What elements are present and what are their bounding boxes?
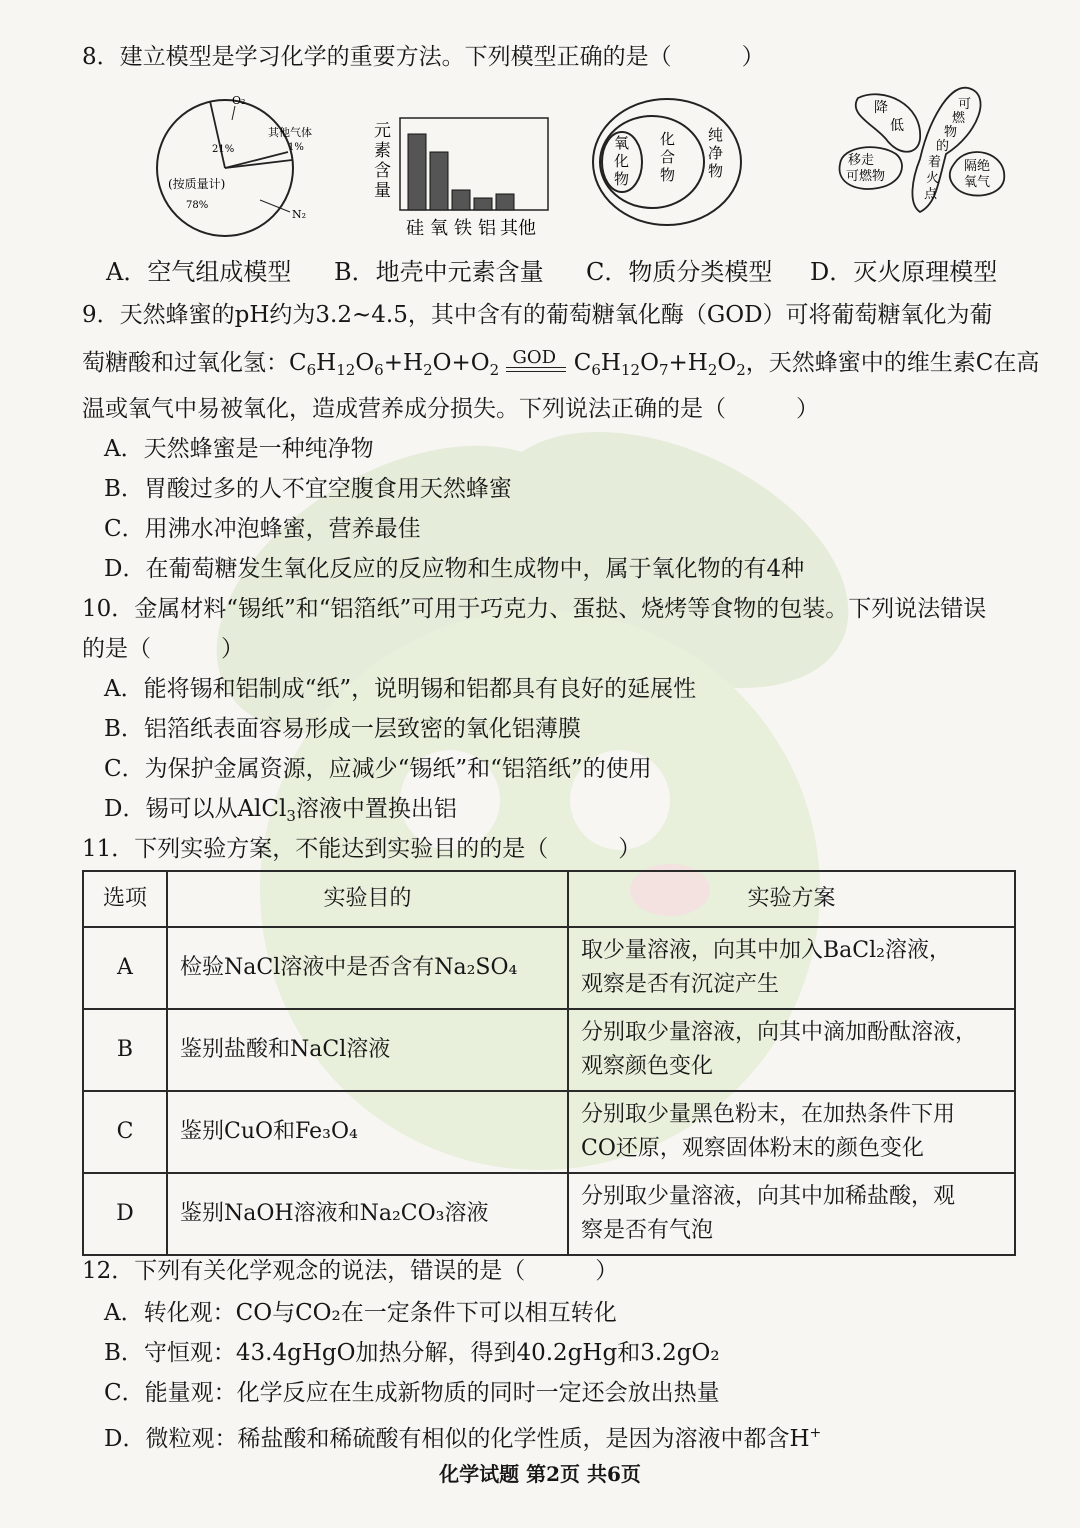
top-right-label-2: 燃 (952, 111, 966, 126)
o2-leader (232, 106, 235, 120)
bar-other (496, 194, 514, 210)
mass-note: (按质量计) (168, 177, 226, 191)
header-plan: 实验方案 (568, 871, 1015, 927)
q8-option-b[interactable]: B．地壳中元素含量 (334, 258, 544, 286)
outer-label-3: 物 (708, 162, 724, 180)
row-goal: 鉴别CuO和Fe₃O₄ (167, 1091, 568, 1173)
q8-stem: 8．建立模型是学习化学的重要方法。下列模型正确的是（ ） (82, 44, 765, 70)
reaction-arrow: GOD (506, 349, 566, 379)
top-right-label-4: 的 (936, 139, 950, 154)
middle-label-3: 物 (660, 166, 676, 184)
ylabel-3: 含 (374, 161, 391, 181)
middle-label-2: 合 (660, 148, 676, 166)
right-leaf-label-1: 隔绝 (964, 159, 991, 174)
inner-label-2: 化 (614, 152, 630, 170)
q10-option-a[interactable]: A．能将锡和铝制成“纸”，说明锡和铝都具有良好的延展性 (104, 676, 697, 702)
ylabel-2: 素 (374, 141, 391, 161)
q12-stem: 12．下列有关化学观念的说法，错误的是（ ） (82, 1258, 619, 1284)
top-right-label-6: 火 (926, 171, 940, 186)
q10-option-d[interactable]: D．锡可以从AlCl$_3$溶液中置换出铝 (104, 796, 457, 825)
table-row[interactable] (83, 1091, 1015, 1173)
q9-line-3: 温或氧气中易被氧化，造成营养成分损失。下列说法正确的是（ ） (82, 396, 819, 422)
outer-label-1: 纯 (708, 126, 724, 144)
header-goal: 实验目的 (167, 871, 568, 927)
bar-oxygen (430, 152, 448, 210)
row-plan: 分别取少量溶液，向其中加稀盐酸，观 察是否有气泡 (568, 1173, 1015, 1255)
q10-line-2: 的是（ ） (82, 636, 244, 662)
header-option: 选项 (83, 871, 167, 927)
q10-option-b[interactable]: B．铝箔纸表面容易形成一层致密的氧化铝薄膜 (104, 716, 581, 742)
other-label: 其他气体 (268, 126, 312, 139)
q9-line-1: 9．天然蜂蜜的pH约为3.2~4.5，其中含有的葡萄糖氧化酶（GOD）可将葡萄糖氧化为葡 (82, 302, 993, 328)
pct78-label: 78% (186, 200, 209, 211)
q10-line-1: 10．金属材料“锡纸”和“铝箔纸”可用于巧克力、蛋挞、烧烤等食物的包装。下列说法错误 (82, 596, 987, 622)
fire-extinguishing-diagram (828, 84, 1018, 224)
middle-label-1: 化 (660, 130, 676, 148)
row-plan: 取少量溶液，向其中加入BaCl₂溶液， 观察是否有沉淀产生 (568, 927, 1015, 1009)
q8-option-a[interactable]: A．空气组成模型 (106, 258, 292, 286)
row-goal: 鉴别盐酸和NaCl溶液 (167, 1009, 568, 1091)
table-header-row (83, 871, 1015, 927)
bar-label-aluminum: 铝 (478, 218, 496, 239)
q12-option-c[interactable]: C．能量观：化学反应在生成新物质的同时一定还会放出热量 (104, 1380, 720, 1406)
ylabel-4: 量 (374, 181, 391, 201)
crust-element-bar-chart (370, 112, 555, 242)
top-right-label-1: 可 (958, 97, 972, 112)
top-right-label-3: 物 (944, 125, 958, 140)
top-left-label-2: 低 (890, 118, 904, 134)
experiment-table (82, 870, 1016, 1256)
pie-sector-line-2 (225, 160, 292, 168)
substance-classification-diagram (590, 96, 745, 231)
right-leaf-label-2: 氧气 (964, 175, 991, 190)
bar-label-iron: 铁 (454, 218, 472, 239)
bar-label-silicon: 硅 (406, 218, 424, 239)
q9-equation-line: 萄糖酸和过氧化氢：$C_6H_{12}O_6+H_2O+O_2$ GOD $C_6H_{12}O_7+H_2O_2$，天然蜂蜜中的维生素C在高 (82, 347, 1040, 379)
q12-option-d[interactable]: D．微粒观：稀盐酸和稀硫酸有相似的化学性质，是因为溶液中都含H+ (104, 1425, 822, 1452)
row-option: B (83, 1009, 167, 1091)
bar-iron (452, 190, 470, 210)
row-option: D (83, 1173, 167, 1255)
outer-label-2: 净 (708, 144, 724, 162)
q9-option-d[interactable]: D．在葡萄糖发生氧化反应的反应物和生成物中，属于氧化物的有4种 (104, 556, 805, 582)
top-left-label-1: 降 (874, 100, 888, 116)
pie-sector-line-3 (225, 152, 288, 168)
table-row[interactable] (83, 1173, 1015, 1255)
pct21-label: 21% (212, 144, 235, 155)
q10-option-c[interactable]: C．为保护金属资源，应减少“锡纸”和“铝箔纸”的使用 (104, 756, 652, 782)
inner-label-3: 物 (614, 170, 630, 188)
q9-option-b[interactable]: B．胃酸过多的人不宜空腹食用天然蜂蜜 (104, 476, 512, 502)
n2-leader (260, 200, 290, 212)
left-leaf-label-1: 移走 (848, 153, 875, 168)
q9-option-a[interactable]: A．天然蜂蜜是一种纯净物 (104, 436, 374, 462)
row-plan: 分别取少量溶液，向其中滴加酚酞溶液， 观察颜色变化 (568, 1009, 1015, 1091)
bar-silicon (408, 134, 426, 210)
row-option: A (83, 927, 167, 1009)
pie-sector-line-1 (210, 101, 225, 168)
table-row[interactable] (83, 1009, 1015, 1091)
n2-label: N₂ (292, 208, 307, 221)
air-composition-pie (140, 90, 340, 240)
q9-option-c[interactable]: C．用沸水冲泡蜂蜜，营养最佳 (104, 516, 421, 542)
q8-option-d[interactable]: D．灭火原理模型 (810, 258, 998, 286)
row-goal: 鉴别NaOH溶液和Na₂CO₃溶液 (167, 1173, 568, 1255)
row-plan: 分别取少量黑色粉末，在加热条件下用 CO还原，观察固体粉末的颜色变化 (568, 1091, 1015, 1173)
q11-stem: 11．下列实验方案，不能达到实验目的的是（ ） (82, 836, 642, 862)
o2-label: O₂ (232, 94, 246, 107)
bar-label-oxygen: 氧 (430, 218, 448, 239)
top-right-label-7: 点 (924, 187, 938, 202)
q8-option-c[interactable]: C．物质分类模型 (586, 258, 773, 286)
q12-option-a[interactable]: A．转化观：CO与CO₂在一定条件下可以相互转化 (104, 1300, 617, 1326)
left-leaf-label-2: 可燃物 (846, 169, 886, 184)
q12-option-b[interactable]: B．守恒观：43.4gHgO加热分解，得到40.2gHg和3.2gO₂ (104, 1340, 720, 1366)
ylabel-1: 元 (374, 121, 391, 141)
bar-label-other: 其他 (500, 218, 536, 239)
top-right-label-5: 着 (928, 155, 942, 170)
pct1-label: 1% (288, 142, 304, 153)
inner-label-1: 氧 (614, 134, 630, 152)
row-goal: 检验NaCl溶液中是否含有Na₂SO₄ (167, 927, 568, 1009)
table-row[interactable] (83, 927, 1015, 1009)
row-option: C (83, 1091, 167, 1173)
bar-aluminum (474, 198, 492, 210)
page-footer: 化学试题 第2页 共6页 (439, 1462, 641, 1486)
